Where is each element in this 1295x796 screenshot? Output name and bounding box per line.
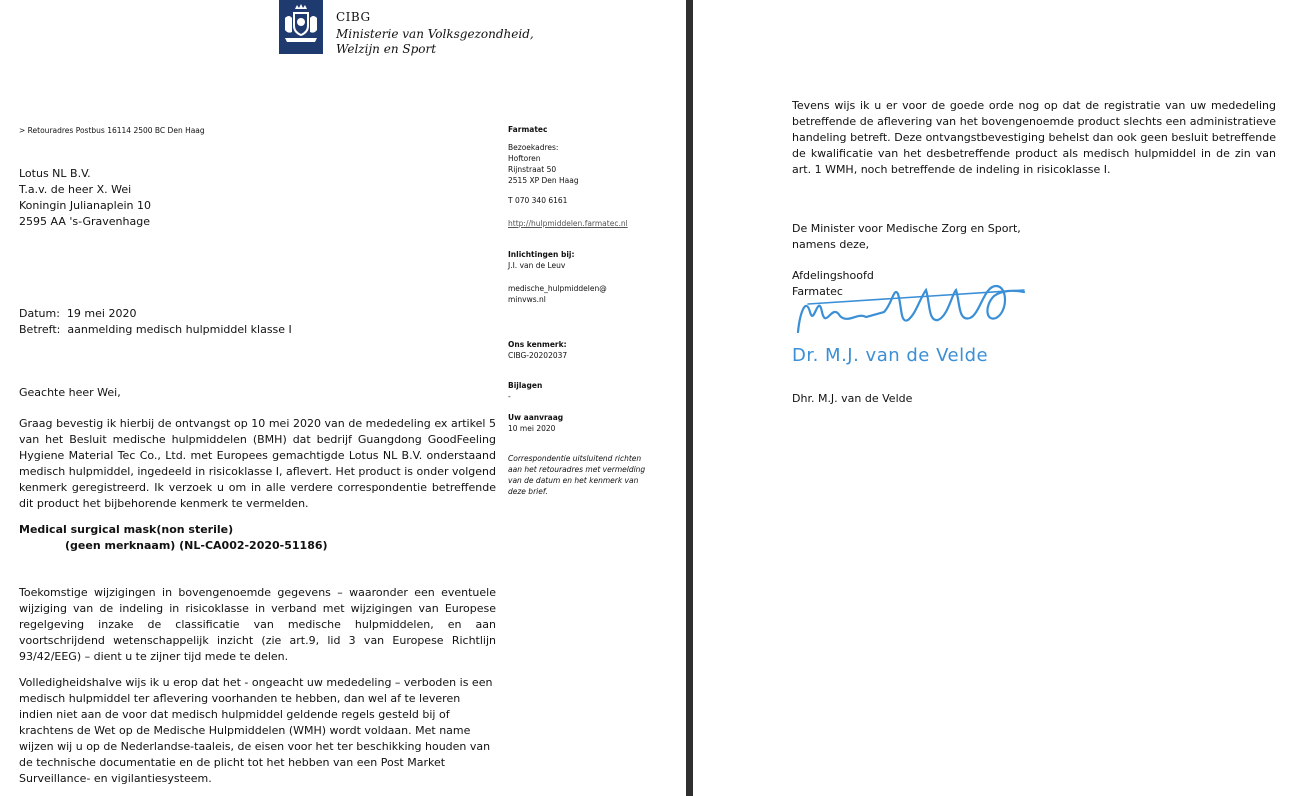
signatory-department: Farmatec bbox=[792, 285, 843, 298]
closing-paragraph: Tevens wijs ik u er voor de goede orde nog op dat de registratie van uw mededeling betreffende de aflevering van het bovengenoemde product slechts een administratieve handeling betreft. Deze ontvangstbevestiging behelst dan ook geen besluit betreffende de kwalificatie van het desbetreffende product als medisch hulpmiddel in de zin van art. 1 WMH, noch betreffende de indeling in risicoklasse I. bbox=[792, 99, 1276, 176]
date-value: 19 mei 2020 bbox=[66, 307, 137, 320]
attachments-value: - bbox=[508, 392, 511, 401]
sidebar-org bbox=[508, 124, 658, 135]
info-name: J.I. van de Leuv bbox=[508, 261, 566, 270]
info-label: Inlichtingen bij: bbox=[508, 250, 575, 259]
our-ref-label: Ons kenmerk: bbox=[508, 340, 567, 349]
our-ref-value: CIBG-20202037 bbox=[508, 351, 568, 360]
recipient-line: 2595 AA 's-Gravenhage bbox=[19, 215, 150, 228]
sidebar-visit-address bbox=[508, 142, 658, 186]
sidebar-your-request bbox=[508, 412, 658, 434]
visit-line: Rijnstraat 50 bbox=[508, 165, 557, 174]
sidebar-note: Correspondentie uitsluitend richten aan het retouradres met vermelding van de datum en het kenmerk van deze brief. bbox=[508, 454, 646, 496]
signature-name-stamp: Dr. M.J. van de Velde bbox=[792, 345, 989, 366]
return-address: > Retouradres Postbus 16114 2500 BC Den Haag bbox=[19, 126, 205, 135]
visit-label: Bezoekadres: bbox=[508, 143, 559, 152]
subject-value: aanmelding medisch hulpmiddel klasse I bbox=[67, 323, 292, 336]
recipient-line: Lotus NL B.V. bbox=[19, 167, 91, 180]
salutation: Geachte heer Wei, bbox=[19, 386, 121, 399]
ministry-name-line1: Ministerie van Volksgezondheid, bbox=[336, 27, 534, 41]
product-name: Medical surgical mask(non sterile) bbox=[19, 523, 234, 536]
closing-minister: De Minister voor Medische Zorg en Sport, bbox=[792, 222, 1021, 235]
coat-of-arms-icon bbox=[279, 0, 323, 54]
sidebar-info bbox=[508, 249, 658, 271]
sidebar-our-reference bbox=[508, 339, 658, 361]
body-paragraph-3: Volledigheidshalve wijs ik u erop dat het - ongeacht uw mededeling – verboden is een medisch hulpmiddel ter aflevering voorhanden te hebben, dan wel af te leveren indien niet aan de voor dat medisch hulpmiddel geldende regels gesteld bij of krachtens de Wet op de Medische Hulpmiddelen (WMH) wordt voldaan. Met name wijzen wij u op de Nederlandse-taaleis, de eisen voor het ter beschikking houden van de technische documentatie en de plicht tot het hebben van een Post Market Surveillance- en vigilantiesysteem. bbox=[19, 676, 493, 785]
visit-line: Hoftoren bbox=[508, 154, 541, 163]
sidebar-phone: T 070 340 6161 bbox=[508, 196, 568, 205]
your-request-label: Uw aanvraag bbox=[508, 413, 564, 422]
sidebar-attachments bbox=[508, 380, 658, 402]
product-reference: (geen merknaam) (NL-CA002-2020-51186) bbox=[65, 539, 328, 552]
sidebar-email bbox=[508, 283, 658, 305]
recipient-line: T.a.v. de heer X. Wei bbox=[19, 183, 132, 196]
recipient-address bbox=[19, 166, 151, 230]
website-link[interactable]: http://hulpmiddelen.farmatec.nl bbox=[508, 219, 628, 228]
subject-line bbox=[19, 322, 292, 338]
your-request-value: 10 mei 2020 bbox=[508, 424, 556, 433]
signatory-name: Dhr. M.J. van de Velde bbox=[792, 392, 913, 405]
recipient-line: Koningin Julianaplein 10 bbox=[19, 199, 152, 212]
attachments-label: Bijlagen bbox=[508, 381, 543, 390]
visit-line: 2515 XP Den Haag bbox=[508, 176, 579, 185]
body-paragraph-2: Toekomstige wijzigingen in bovengenoemde gegevens – waaronder een eventuele wijziging van de indeling in risicoklasse in verband met wijzigingen van Europese regelgeving inzake de classificatie van medische hulpmiddelen, en aan voortschrijdend wetenschappelijk inzicht (zie art.9, lid 3 van Europese Richtlijn 93/42/EEG) – dient u te zijner tijd mede te delen. bbox=[19, 586, 496, 663]
subject-label: Betreft: bbox=[19, 323, 61, 336]
body-paragraph-1: Graag bevestig ik hierbij de ontvangst op 10 mei 2020 van de mededeling ex artikel 5 van het Besluit medische hulpmiddelen (BMH) dat bedrijf Guangdong GoodFeeling Hygiene Material Tec Co., Ltd. met Europees gemachtigde Lotus NL B.V. onderstaand medisch hulpmiddel, ingedeeld in risicoklasse I, aflevert. Het product is onder volgend kenmerk geregistreerd. Ik verzoek u om in alle verdere correspondentie betreffende dit product het bijbehorende kenmerk te vermelden. bbox=[19, 417, 496, 510]
letter-page-2 bbox=[693, 0, 1295, 796]
date-label: Datum: bbox=[19, 307, 60, 320]
info-email: medische_hulpmiddelen@ bbox=[508, 284, 607, 293]
signatory-role: Afdelingshoofd bbox=[792, 269, 874, 282]
page-divider bbox=[686, 0, 693, 796]
sidebar-website bbox=[508, 218, 658, 229]
sidebar-org-name: Farmatec bbox=[508, 125, 548, 134]
handwritten-signature-icon bbox=[788, 272, 1038, 342]
ministry-name-line2: Welzijn en Sport bbox=[336, 42, 437, 56]
closing-on-behalf: namens deze, bbox=[792, 238, 870, 251]
date-line bbox=[19, 306, 136, 322]
info-email: minvws.nl bbox=[508, 295, 546, 304]
org-name: CIBG bbox=[336, 10, 371, 24]
ministry-logotype bbox=[336, 8, 534, 57]
